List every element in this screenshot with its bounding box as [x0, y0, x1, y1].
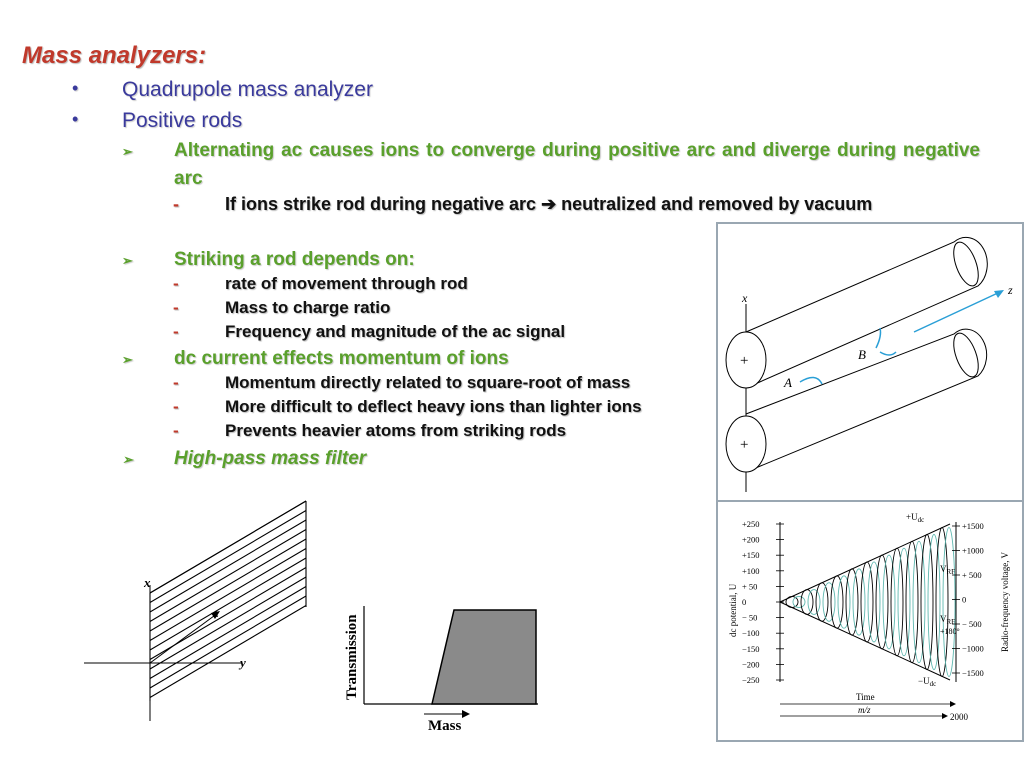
rf-wave-loop-shifted — [928, 534, 940, 669]
rf-wave-loop-shifted — [943, 527, 955, 676]
rf-wave-loop — [921, 534, 933, 669]
minus-udc-label: $-U_{dc}$ — [918, 676, 937, 688]
left-tick-label: + 50 — [742, 581, 758, 592]
label-b: B — [858, 347, 866, 362]
time-label: Time — [856, 692, 875, 702]
rf-wave-loop-shifted — [898, 548, 910, 656]
vrf-shift-degrees: +180° — [940, 627, 960, 636]
rf-wave-loop — [906, 541, 918, 662]
bullet-marker: • — [72, 109, 79, 129]
plane-stripe — [150, 539, 306, 631]
plane-axis-y: y — [240, 655, 246, 670]
rf-wave-loop-shifted — [793, 596, 805, 607]
plane-axis-x: x — [144, 575, 151, 590]
sub-bullet-striking — [122, 246, 415, 274]
plane-stripe — [150, 596, 306, 688]
mz-label: m/z — [858, 705, 871, 715]
left-tick-label: +200 — [742, 534, 760, 545]
axis-z-label: z — [1008, 283, 1013, 297]
sub-sub-bullet-prevents — [173, 421, 567, 441]
sub-sub-bullet-strike-rod — [173, 191, 980, 218]
sub-bullet-text: High-pass mass filter — [174, 448, 367, 469]
rf-wave-loop — [831, 576, 843, 628]
sub-sub-bullet-text: Mass to charge ratio — [225, 298, 391, 317]
rf-wave-loop-shifted — [838, 576, 850, 628]
rf-wave-loop — [861, 562, 873, 642]
sub-sub-bullet-mass-charge — [173, 298, 391, 318]
left-tick-label: −100 — [742, 628, 760, 639]
rf-wave-loop-shifted — [808, 590, 820, 615]
arrow-bullet-icon: ➢ — [122, 452, 133, 467]
plane-stripe — [150, 530, 306, 622]
label-a: A — [784, 375, 792, 390]
stable-region-plane-figure — [80, 495, 320, 725]
sub-sub-bullet-frequency — [173, 322, 566, 342]
sub-bullet-text: dc current effects momentum of ions — [174, 348, 509, 369]
rf-wave-loop — [936, 527, 948, 676]
arrow-bullet-icon: ➢ — [122, 144, 133, 159]
plane-stripe — [150, 587, 306, 679]
left-tick-label: −250 — [742, 675, 760, 685]
left-axis-label: dc potential, U — [728, 583, 738, 637]
sub-sub-bullet-text: More difficult to deflect heavy ions than lighter ions — [225, 397, 642, 416]
sub-sub-bullet-text: If ions strike rod during negative arc ➔ neutralized and removed by vacuum — [225, 194, 873, 214]
plus-sign-top: + — [740, 353, 749, 369]
right-tick-label: − 500 — [962, 619, 982, 629]
plane-stripe — [150, 549, 306, 641]
plane-stripe — [150, 511, 306, 603]
bullet-marker: • — [72, 78, 79, 98]
dash-bullet: - — [173, 194, 179, 214]
slide-title: Mass analyzers: — [22, 42, 207, 69]
axis-x-label: x — [742, 291, 748, 305]
bullet-text: Quadrupole mass analyzer — [122, 78, 373, 101]
plus-udc-label: $+U_{dc}$ — [906, 512, 925, 524]
dash-bullet: - — [173, 298, 179, 317]
sub-sub-bullet-momentum — [173, 373, 631, 393]
sub-bullet-high-pass — [122, 445, 367, 473]
dc-rf-signal-figure — [716, 500, 1024, 742]
rf-wave-loop-shifted — [883, 555, 895, 649]
rf-wave-loop — [846, 569, 858, 635]
sub-sub-bullet-text: Frequency and magnitude of the ac signal — [225, 322, 566, 341]
mz-end-label: 2000 — [950, 712, 968, 722]
bullet-quadrupole — [72, 78, 373, 102]
dash-bullet: - — [173, 373, 179, 392]
rf-wave-loop — [876, 555, 888, 649]
sub-sub-bullet-text: rate of movement through rod — [225, 274, 468, 293]
left-tick-label: −200 — [742, 659, 760, 670]
left-tick-label: +250 — [742, 519, 760, 529]
transmission-xlabel: Mass — [428, 718, 462, 734]
plane-edge — [150, 501, 306, 593]
sub-bullet-text: Striking a rod depends on: — [174, 249, 415, 270]
plane-stripe — [150, 568, 306, 660]
vrf-label: $V_{RF}$ — [940, 564, 956, 576]
left-tick-label: +150 — [742, 550, 760, 561]
right-tick-label: +1500 — [962, 521, 984, 531]
sub-bullet-alternating-ac — [122, 137, 980, 193]
rf-wave-loop — [786, 596, 798, 607]
dash-bullet: - — [173, 274, 179, 293]
plane-stripe — [150, 520, 306, 612]
plane-stripe — [150, 606, 306, 698]
transmission-figure — [340, 600, 550, 735]
arrow-bullet-icon: ➢ — [122, 253, 133, 268]
rf-wave-loop-shifted — [823, 583, 835, 622]
dash-bullet: - — [173, 322, 179, 341]
quadrupole-rods-figure — [716, 222, 1024, 516]
plane-stripe — [150, 577, 306, 669]
transmission-ylabel: Transmission — [344, 614, 360, 700]
plane-axis-z: z — [214, 606, 219, 620]
rf-wave-loop — [816, 583, 828, 622]
rf-wave-loop — [891, 548, 903, 656]
sub-sub-bullet-rate — [173, 274, 468, 294]
rf-wave-loop — [801, 590, 813, 615]
bullet-positive-rods — [72, 109, 243, 133]
right-tick-label: + 500 — [962, 570, 982, 580]
dash-bullet: - — [173, 421, 179, 440]
right-tick-label: 0 — [962, 594, 967, 605]
sub-sub-bullet-text: Prevents heavier atoms from striking rods — [225, 421, 567, 440]
arrow-bullet-icon: ➢ — [122, 352, 133, 367]
right-tick-label: +1000 — [962, 545, 984, 556]
sub-sub-bullet-deflect — [173, 397, 642, 417]
left-tick-label: − 50 — [742, 612, 758, 623]
right-tick-label: −1000 — [962, 643, 984, 654]
rf-wave-loop-shifted — [868, 562, 880, 642]
right-axis-label: Radio-frequency voltage, V — [1000, 551, 1010, 652]
sub-sub-bullet-text: Momentum directly related to square-root of mass — [225, 373, 631, 392]
plane-stripe — [150, 558, 306, 650]
sub-bullet-dc-current — [122, 345, 509, 373]
rf-wave-loop-shifted — [913, 541, 925, 662]
rf-wave-loop-shifted — [853, 569, 865, 635]
dash-bullet: - — [173, 397, 179, 416]
sub-bullet-text: Alternating ac causes ions to converge during positive arc and diverge during negative arc — [174, 140, 980, 189]
vrf-shift-label: $V_{RF}$ — [940, 614, 956, 626]
plus-sign-bottom: + — [740, 437, 749, 453]
right-tick-label: −1500 — [962, 668, 984, 678]
left-tick-label: −150 — [742, 643, 760, 654]
left-tick-label: +100 — [742, 565, 760, 576]
left-tick-label: 0 — [742, 597, 747, 607]
bullet-text: Positive rods — [122, 109, 243, 132]
